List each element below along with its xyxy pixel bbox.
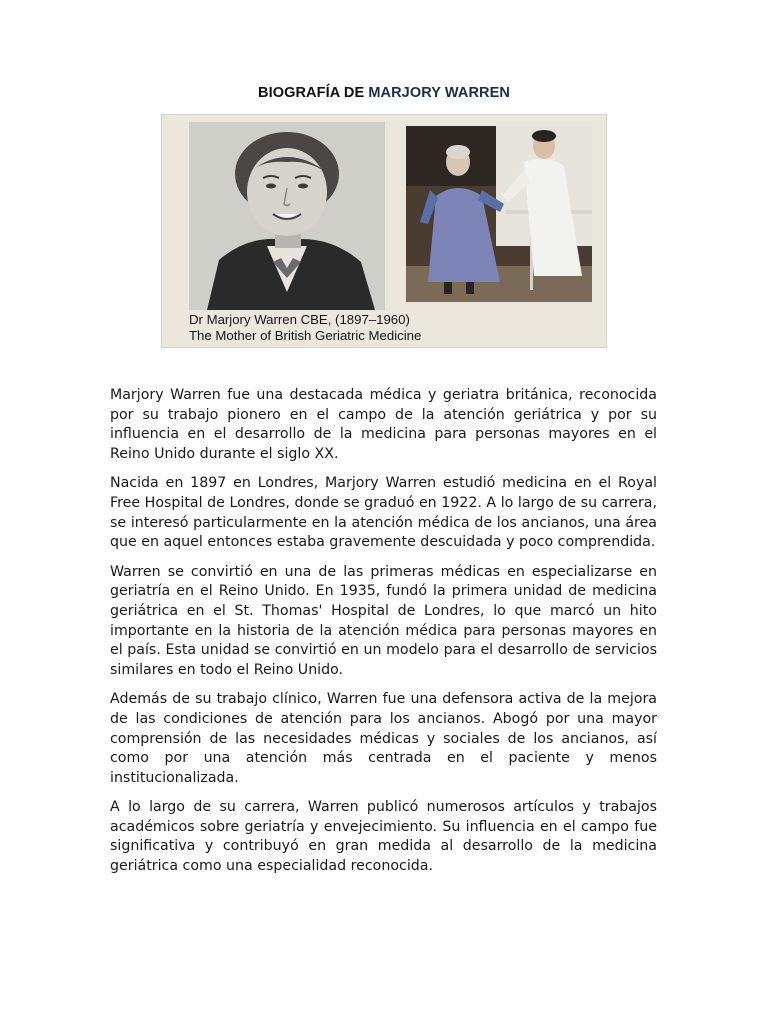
portrait-photo: [189, 122, 385, 310]
paragraph: Además de su trabajo clínico, Warren fue una defensora activa de la mejora de las condiciones de atención para los ancianos. Abogó por una mayor comprensión de las necesidades médicas y sociales de los ancianos, así como por una atención más centrada en el paciente y menos institucionalizada.: [110, 691, 657, 786]
title-prefix: BIOGRAFÍA DE: [258, 85, 369, 101]
paragraph: A lo largo de su carrera, Warren publicó numerosos artículos y trabajos académicos sobre geriatría y envejecimiento. Su influencia en el campo fue significativa y contribuyó en gran medida al desarrollo de la medicina geriátrica como una especialidad reconocida.: [110, 799, 657, 875]
document-title: [0, 85, 768, 101]
paragraph: Warren se convirtió en una de las primeras médicas en especializarse en geriatría en el Reino Unido. En 1935, fundó la primera unidad de medicina geriátrica en el St. Thomas' Hospital de Londres, lo que marcó un hito importante en la historia de la atención médica para personas mayores en el país. Esta unidad se convirtió en un modelo para el desarrollo de servicios similares en todo el Reino Unido.: [110, 563, 657, 678]
title-name: MARJORY WARREN: [368, 85, 510, 101]
hospital-illustration: [406, 126, 592, 302]
caption-line-1: Dr Marjory Warren CBE, (1897–1960): [189, 312, 410, 327]
image-caption: [189, 312, 599, 344]
caption-line-2: The Mother of British Geriatric Medicine: [189, 328, 422, 343]
portrait-illustration: [189, 122, 385, 310]
biography-body: [110, 386, 657, 887]
portrait-photo-plate: [161, 114, 607, 348]
paragraph: Nacida en 1897 en Londres, Marjory Warren estudió medicina en el Royal Free Hospital de Londres, donde se graduó en 1922. A lo largo de su carrera, se interesó particularmente en la atención médica de los ancianos, una área que en aquel entonces estaba gravemente descuidada y poco comprendida.: [110, 475, 657, 551]
paragraph: Marjory Warren fue una destacada médica y geriatra británica, reconocida por su trabajo pionero en el campo de la atención geriátrica y por su influencia en el desarrollo de la medicina para personas mayores en el Reino Unido durante el siglo XX.: [110, 387, 657, 462]
hospital-photo: [406, 126, 592, 302]
